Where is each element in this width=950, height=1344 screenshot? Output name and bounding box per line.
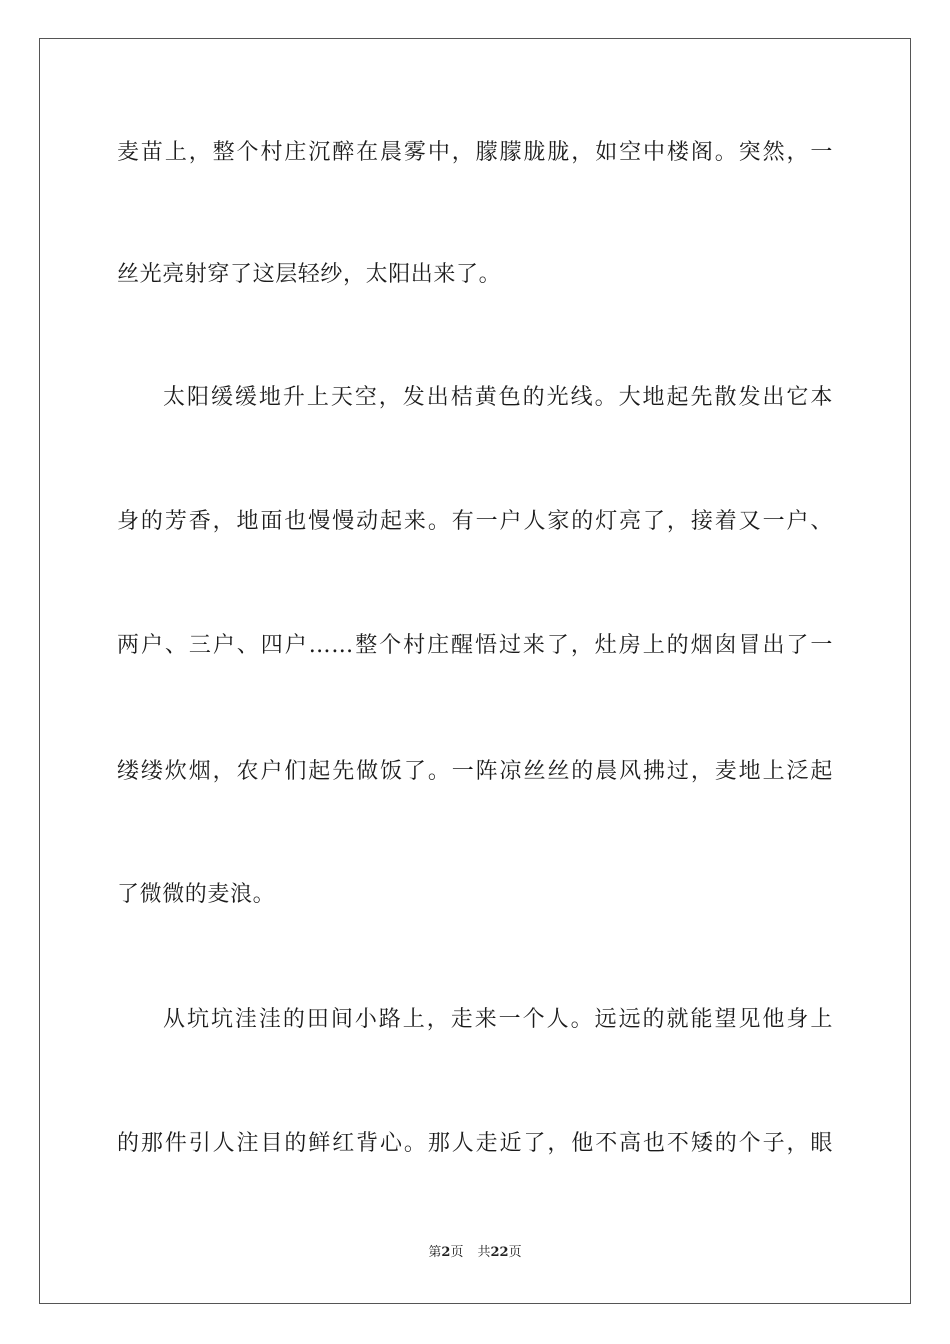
page-frame <box>39 38 911 1304</box>
text-line-8: 从坑坑洼洼的田间小路上，走来一个人。远远的就能望见他身上 <box>163 1007 833 1032</box>
total-prefix: 共 <box>477 1245 491 1260</box>
page-suffix: 页 <box>450 1245 464 1260</box>
text-line-4: 身的芳香，地面也慢慢动起来。有一户人家的灯亮了，接着又一户、 <box>117 509 833 534</box>
total-pages: 22 <box>490 1245 509 1260</box>
page-number: 2 <box>441 1245 451 1260</box>
text-line-7: 了微微的麦浪。 <box>117 882 276 907</box>
page-footer <box>0 1244 950 1262</box>
text-line-5: 两户、三户、四户……整个村庄醒悟过来了，灶房上的烟囱冒出了一 <box>117 633 833 658</box>
total-suffix: 页 <box>508 1245 522 1260</box>
text-line-3: 太阳缓缓地升上天空，发出桔黄色的光线。大地起先散发出它本 <box>163 385 833 410</box>
text-line-9: 的那件引人注目的鲜红背心。那人走近了，他不高也不矮的个子，眼 <box>117 1131 833 1156</box>
text-line-6: 缕缕炊烟，农户们起先做饭了。一阵凉丝丝的晨风拂过，麦地上泛起 <box>117 759 833 784</box>
page-prefix: 第 <box>428 1245 442 1260</box>
text-line-2: 丝光亮射穿了这层轻纱，太阳出来了。 <box>117 262 502 287</box>
text-line-1: 麦苗上，整个村庄沉醉在晨雾中，朦朦胧胧，如空中楼阁。突然，一 <box>117 140 833 165</box>
